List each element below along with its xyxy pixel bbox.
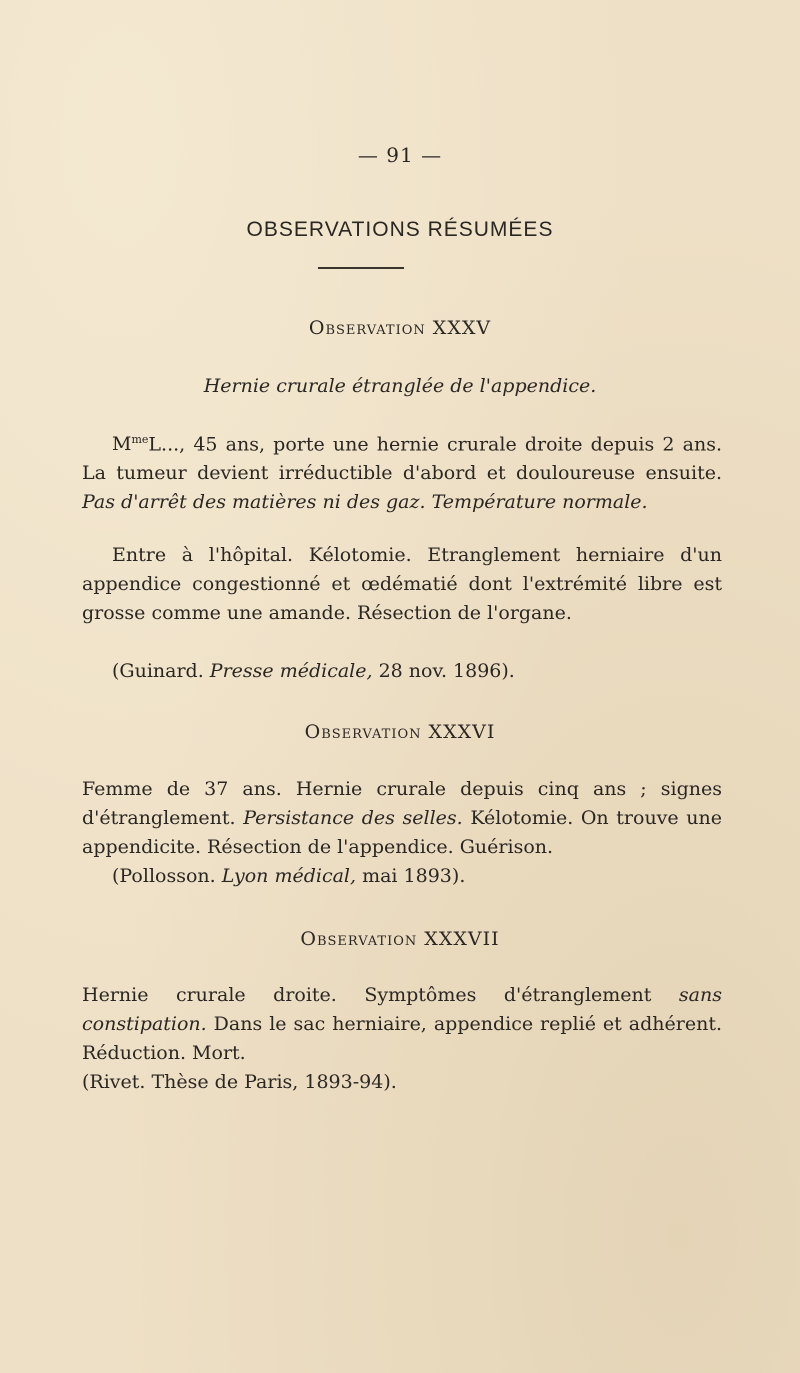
- obs36-text-end: Kélotomie. On trouve une appendicite. Résection de l'appendice. Guérison.: [82, 807, 723, 858]
- obs35-ref-date: 28 nov. 1896).: [372, 660, 515, 682]
- obs37-text-start: Hernie crurale droite. Symptômes d'étranglement: [82, 984, 679, 1006]
- obs36-text-start: Femme de 37 ans. Hernie crurale depuis cinq ans ; signes d'étranglement.: [82, 778, 722, 829]
- observation-37-reference: (Rivet. Thèse de Paris, 1893-94).: [82, 1071, 397, 1093]
- obs36-ref-author: (Pollosson.: [112, 865, 222, 887]
- observation-36-reference: [82, 862, 722, 891]
- obs36-text-italic: Persistance des selles.: [243, 807, 463, 829]
- observation-heading-36: Observation XXXVI: [304, 721, 496, 743]
- observation-35-paragraph-2: Entre à l'hôpital. Kélotomie. Etranglement herniaire d'un appendice congestionné et œdématié dont l'extrémité libre est grosse comme une amande. Résection de l'organe.: [82, 544, 722, 624]
- obs35-text-italic: Pas d'arrêt des matières ni des gaz. Température normale.: [82, 491, 648, 514]
- observation-37-paragraph-1: [82, 981, 722, 1068]
- section-title: OBSERVATIONS RÉSUMÉES: [246, 218, 554, 241]
- obs37-text-italic: sans constipation.: [82, 984, 722, 1035]
- obs35-ref-author: (Guinard.: [112, 660, 210, 682]
- observation-subtitle-35: Hernie crurale étranglée de l'appendice.: [203, 375, 597, 397]
- obs36-ref-date: mai 1893).: [356, 865, 466, 887]
- obs35-text-body: L..., 45 ans, porte une hernie crurale droite depuis 2 ans. La tumeur devient irréductible d'abord et douloureuse ensuite.: [82, 433, 722, 485]
- page-number: — 91 —: [357, 143, 443, 167]
- observation-35-paragraph-1: [82, 425, 722, 517]
- obs36-ref-journal: Lyon médical,: [221, 865, 357, 887]
- observation-35-reference: [82, 657, 722, 686]
- obs35-superscript: me: [131, 433, 149, 446]
- obs35-ref-journal: Presse médicale,: [209, 660, 373, 682]
- observation-heading-35: Observation XXXV: [308, 317, 492, 339]
- title-rule: [318, 267, 404, 269]
- observation-36-paragraph-1: [82, 775, 722, 862]
- obs35-text-start: M: [112, 433, 132, 456]
- obs37-text-end: Dans le sac herniaire, appendice replié et adhérent. Réduction. Mort.: [82, 1013, 722, 1064]
- observation-heading-37: Observation XXXVII: [300, 928, 500, 950]
